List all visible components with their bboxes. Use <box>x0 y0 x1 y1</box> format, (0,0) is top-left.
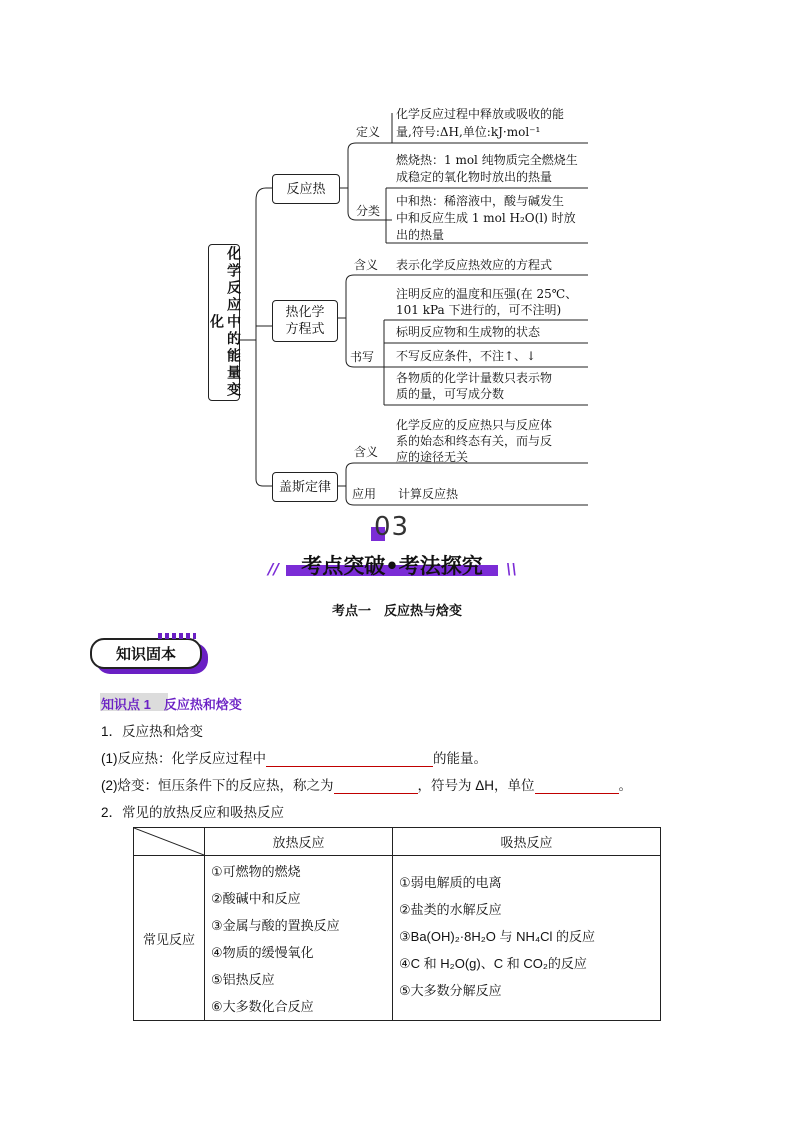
node-hess-law <box>272 472 338 502</box>
section-banner: 考点突破•考法探究 <box>301 554 483 578</box>
item-1a-text-after: 的能量。 <box>433 751 487 766</box>
diagonal-line <box>134 828 204 855</box>
item-1a-text-before: (1)反应热：化学反应过程中 <box>101 751 266 766</box>
hess-application-text: 计算反应热 <box>398 487 459 501</box>
item-1b <box>101 774 632 794</box>
item-1b-text-before: (2)焓变：恒压条件下的反应热，称之为 <box>101 778 334 793</box>
item-1a <box>101 747 487 767</box>
knowledge-point-title: 知识点 1 反应热和焓变 <box>101 697 242 712</box>
writing-rule-3: 不写反应条件，不注↑、↓ <box>396 349 537 363</box>
thermo-writing-label: 书写 <box>350 350 375 364</box>
item-1: 1．反应热和焓变 <box>101 724 204 739</box>
hess-application-label: 应用 <box>352 487 377 501</box>
hess-meaning-label: 含义 <box>354 445 379 459</box>
badge-dots <box>158 633 196 639</box>
classify-label: 分类 <box>356 204 381 218</box>
banner-slashes-left: // <box>268 560 279 578</box>
node-reaction-heat-label: 反应热 <box>286 181 326 197</box>
definition-label: 定义 <box>356 125 381 139</box>
writing-rule-1-line-2: 101 kPa 下进行的，可不注明) <box>396 303 562 317</box>
topic-heading: 考点一 反应热与焓变 <box>331 604 462 619</box>
hess-meaning-line-3: 应的途径无关 <box>396 450 469 464</box>
table-header-row <box>134 828 661 856</box>
node-thermo-equation <box>272 300 338 342</box>
thermo-meaning-label: 含义 <box>354 258 379 272</box>
neutral-line-3: 出的热量 <box>396 228 445 242</box>
neutral-line-2: 中和反应生成 1 mol H₂O(l) 时放 <box>396 211 576 225</box>
list-item: ⑤铝热反应 <box>211 972 275 987</box>
table-corner-cell <box>134 828 205 856</box>
node-hess-label: 盖斯定律 <box>278 479 331 495</box>
list-item: ④C 和 H₂O(g)、C 和 CO₂的反应 <box>399 956 587 971</box>
endothermic-list <box>393 856 661 1021</box>
row-label: 常见反应 <box>134 856 205 1021</box>
list-item: ③金属与酸的置换反应 <box>211 918 340 933</box>
writing-rule-2: 标明反应物和生成物的状态 <box>396 325 541 339</box>
reaction-table <box>133 827 661 1021</box>
node-thermo-label-2: 方程式 <box>285 322 325 337</box>
list-item: ④物质的缓慢氧化 <box>211 945 314 960</box>
blank-enthalpy-name[interactable] <box>334 779 418 794</box>
list-item: ⑥大多数化合反应 <box>211 999 314 1014</box>
list-item: ②酸碱中和反应 <box>211 891 301 906</box>
item-1b-text-after: 。 <box>618 778 633 793</box>
node-thermo-label-1: 热化学 <box>285 305 325 320</box>
list-item: ①可燃物的燃烧 <box>211 864 301 879</box>
section-number: 03 <box>374 512 410 542</box>
banner-slashes-right: \\ <box>506 560 517 578</box>
item-2: 2．常见的放热反应和吸热反应 <box>101 805 285 820</box>
badge-label: 知识固本 <box>115 645 176 663</box>
thermo-meaning-text: 表示化学反应热效应的方程式 <box>396 258 553 272</box>
header-exothermic: 放热反应 <box>205 828 393 856</box>
combustion-line-2: 成稳定的氧化物时放出的热量 <box>396 170 553 184</box>
item-1b-text-mid: ，符号为 ΔH，单位 <box>417 778 535 793</box>
badge <box>90 638 202 669</box>
writing-rule-1-line-1: 注明反应的温度和压强(在 25℃、 <box>396 287 578 301</box>
definition-line-2: 量,符号:ΔH,单位:kJ·mol⁻¹ <box>396 125 541 139</box>
list-item: ②盐类的水解反应 <box>399 902 502 917</box>
node-reaction-heat <box>272 174 340 204</box>
neutral-line-1: 中和热：稀溶液中，酸与碱发生 <box>396 194 565 208</box>
list-item: ③Ba(OH)₂·8H₂O 与 NH₄Cl 的反应 <box>399 929 596 944</box>
table-row <box>134 856 661 1021</box>
hess-meaning-line-1: 化学反应的反应热只与反应体 <box>396 418 553 432</box>
writing-rule-4-line-1: 各物质的化学计量数只表示物 <box>396 371 553 385</box>
list-item: ①弱电解质的电离 <box>399 875 502 890</box>
mindmap-root-label: 化学反应中的能量变化 <box>208 246 241 399</box>
list-item: ⑤大多数分解反应 <box>399 983 502 998</box>
hess-meaning-line-2: 系的始态和终态有关，而与反 <box>396 434 553 448</box>
definition-line-1: 化学反应过程中释放或吸收的能 <box>396 107 565 121</box>
blank-reaction-heat[interactable] <box>266 752 433 767</box>
exothermic-list <box>205 856 393 1021</box>
header-endothermic: 吸热反应 <box>393 828 661 856</box>
writing-rule-4-line-2: 质的量，可写成分数 <box>396 387 505 401</box>
mindmap-root <box>208 244 240 401</box>
blank-enthalpy-unit[interactable] <box>535 779 619 794</box>
combustion-line-1: 燃烧热：1 mol 纯物质完全燃烧生 <box>396 153 578 167</box>
